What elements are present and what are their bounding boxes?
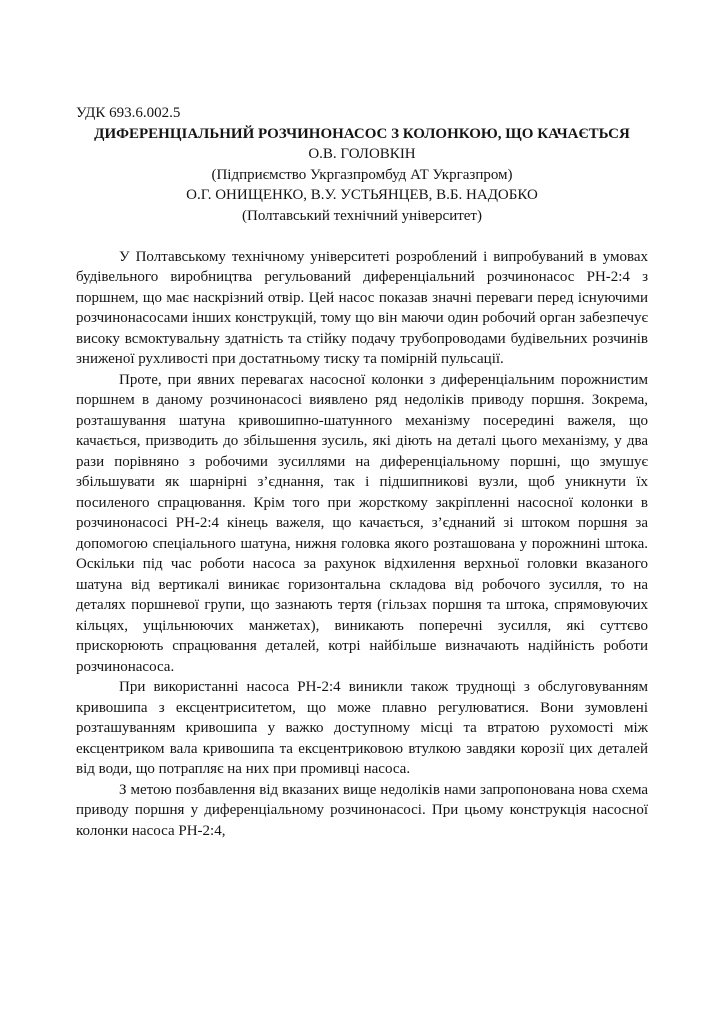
article-header [76, 103, 648, 226]
article-body [76, 247, 648, 842]
paragraph-4: З метою позбавлення від вказаних вище недоліків нами запропонована нова схема приводу поршня у диференціальному розчинонасосі. При цьому конструкція насосної колонки насоса РН-2:4, [76, 781, 648, 839]
paragraph-3: При використанні насоса РН-2:4 виникли також труднощі з обслуговуванням кривошипа з ексцентриситетом, що може плавно регулюватися. Вони зумовлені розташуванням кривошипа у важко доступному місці та втратою рухомості між ексцентриком вала кривошипа та ексцентриковою втулкою завдяки корозії цих деталей від води, що потрапляє на них при промивці насоса. [76, 679, 648, 777]
affiliation-secondary: (Полтавський технічний університет) [242, 207, 482, 224]
paragraph-2: Проте, при явних перевагах насосної колонки з диференціальним порожнистим поршнем в даному розчинонасосі виявлено ряд недоліків приводу поршня. Зокрема, розташування шатуна кривошипно-шатунного механізму посередині важеля, що качається, призводить до збільшення зусиль, які діють на деталі цього механізму, у два рази порівняно з робочими зусиллями на диференціальному поршні, що змушує збільшувати як шарнірні з’єднання, так і підшипникові вузли, щоб уникнути їх посиленого спрацювання. Крім того при жорсткому закріпленні насосної колонки в розчинонасосі РН-2:4 кінець важеля, що качається, з’єднаний зі штоком поршня за допомогою спеціального шатуна, нижня головка якого розташована у порожнині штока. Оскільки під час роботи насоса за рахунок відхилення верхньої головки вказаного шатуна від вертикалі виникає горизонтальна складова від робочого зусилля, то на деталях поршневої групи, що зазнають тертя (гільзах поршня та штока, спрямовуючих кільцях, ущільнюючих манжетах), виникають поперечні зусилля, які суттєво прискорюють спрацювання деталей, котрі найбільше визначають надійність роботи розчинонасоса. [76, 371, 648, 675]
article-title: ДИФЕРЕНЦІАЛЬНИЙ РОЗЧИНОНАСОС З КОЛОНКОЮ, ЩО КАЧАЄТЬСЯ [94, 125, 630, 142]
udc-line: УДК 693.6.002.5 [76, 105, 181, 121]
paragraph-1: У Полтавському технічному університеті розроблений і випробуваний в умовах будівельного виробництва регульований диференціальний розчинонасос РН-2:4 з поршнем, що має наскрізний отвір. Цей насос показав значні переваги перед існуючими розчинонасосами інших конструкцій, тому що він маючи один робочий орган забезпечує високу всмоктувальну здатність та стійку подачу трубопроводами будівельних розчинів зниженої рухливості при достатньому тиску та помірній пульсації. [76, 248, 648, 367]
affiliation-primary: (Підприємство Укргазпромбуд АТ Укргазпром) [211, 166, 513, 183]
author-primary: О.В. ГОЛОВКІН [308, 146, 416, 162]
authors-secondary: О.Г. ОНИЩЕНКО, В.У. УСТЬЯНЦЕВ, В.Б. НАДОБКО [186, 187, 538, 203]
